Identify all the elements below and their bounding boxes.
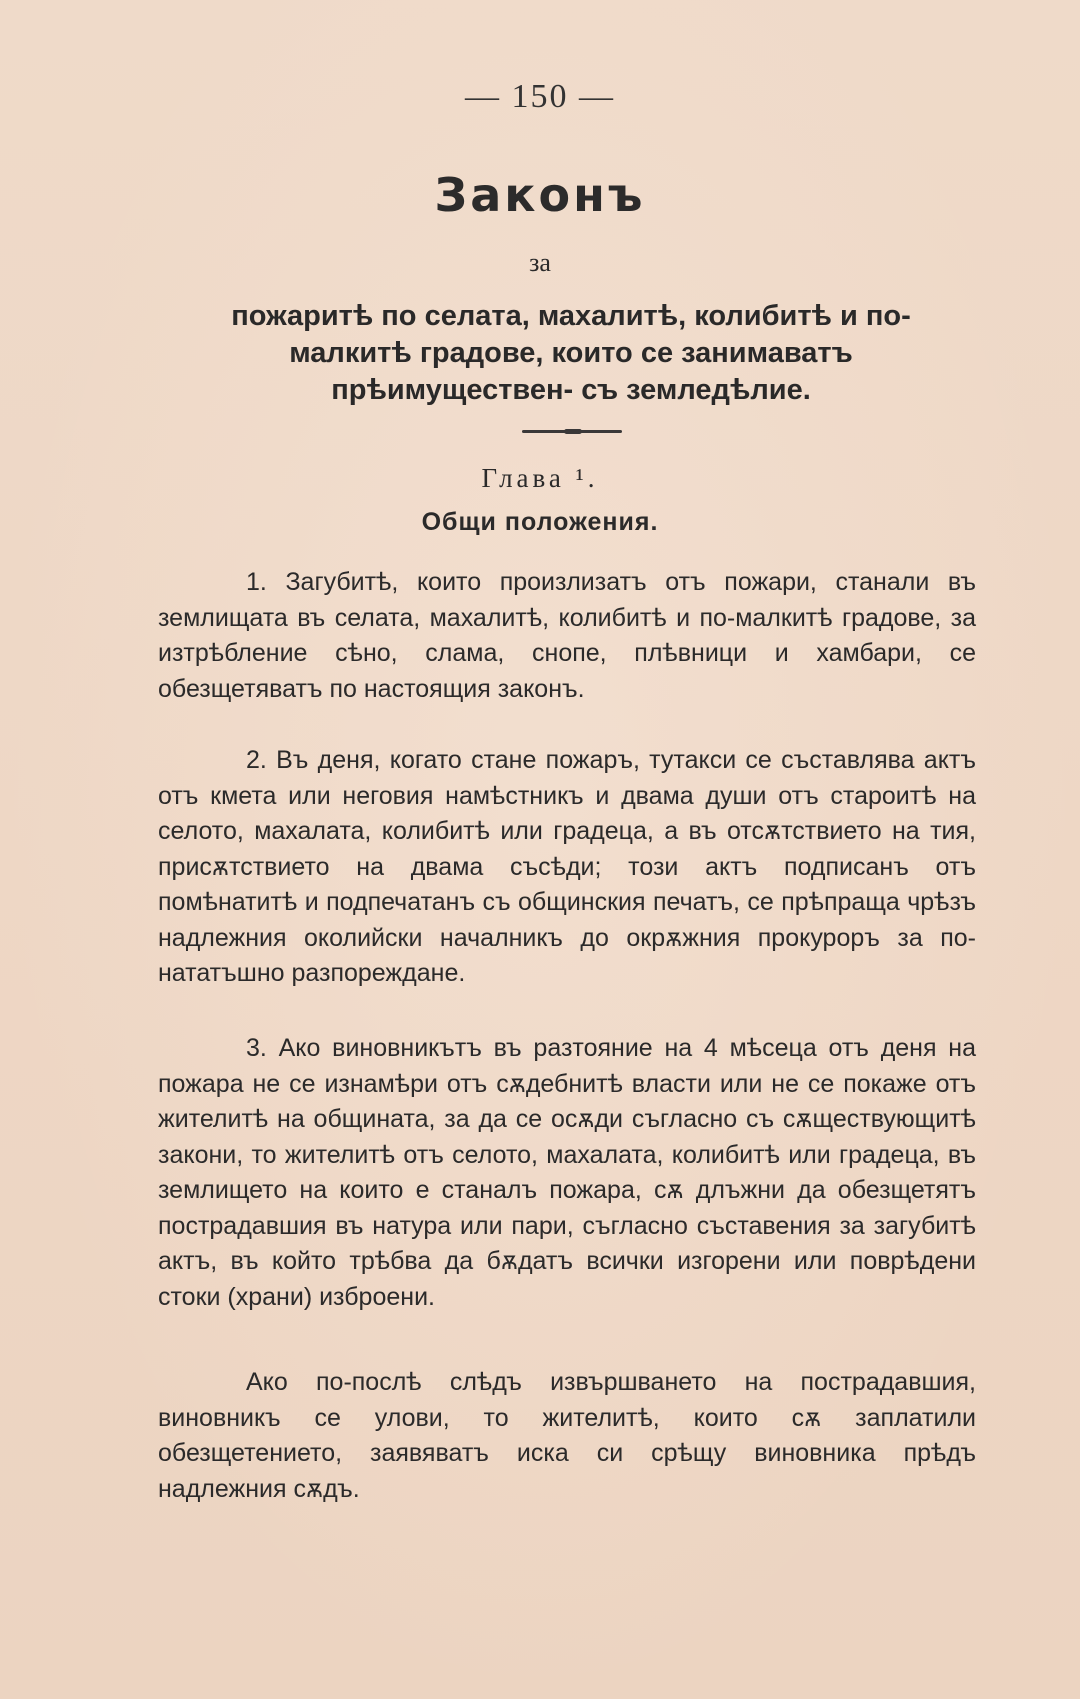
section-title: Общи положения. xyxy=(421,508,659,536)
ornamental-divider xyxy=(522,430,622,433)
article-3-continuation: Ако по-послѣ слѣдъ извършването на пострадавшия, виновникъ се улови, то жителитѣ, които сѫ заплатили обезщетението, заявяватъ иска си срѣщу виновника прѣдъ надлежния сѫдъ. xyxy=(158,1368,976,1503)
law-title: Законъ xyxy=(434,168,646,222)
article-3: 3. Ако виновникътъ въ разтояние на 4 мѣсеца отъ деня на пожара не се изнамѣри отъ сѫдебнитѣ власти или не се покаже отъ жителитѣ на общината, за да се осѫди съгласно съ сѫществующитѣ закони, то жителитѣ отъ селото, махалата, колибитѣ или градеца, въ землището на които е станалъ пожара, сѫ длъжни да обезщетятъ пострадавшия въ натура или пари, съгласно съставения за загубитѣ актъ, въ който трѣбва да бѫдатъ всички изгорени или поврѣдени стоки (храни) изброени. xyxy=(158,1034,976,1311)
article-2: 2. Въ деня, когато стане пожаръ, тутакси се съставлява актъ отъ кмета или неговия намѣстникъ и двама души отъ староитѣ на селото, махалата, колибитѣ или градеца, а въ отсѫтствието на тия, присѫтствието на двама съсѣди; този актъ подписанъ отъ помѣнатитѣ и подпечатанъ съ общинския печатъ, се прѣпраща чрѣзъ надлежния околийски началникъ до окрѫжния прокуроръ за по-нататъшно разпореждане. xyxy=(158,746,976,987)
article-1: 1. Загубитѣ, които произлизатъ отъ пожари, станали въ землищата въ селата, махалитѣ, колибитѣ и по-малкитѣ градове, за изтрѣбление сѣно, слама, снопе, плѣвници и хамбари, се обезщетяватъ по настоящия законъ. xyxy=(158,568,976,703)
page-number: — 150 — xyxy=(465,78,615,115)
chapter-heading: Глава ¹. xyxy=(481,463,599,493)
law-subtitle: пожаритѣ по селата, махалитѣ, колибитѣ и по-малкитѣ градове, които се занимаватъ прѣимуществен- съ земледѣлие. xyxy=(231,300,911,406)
title-preposition: за xyxy=(529,248,551,277)
